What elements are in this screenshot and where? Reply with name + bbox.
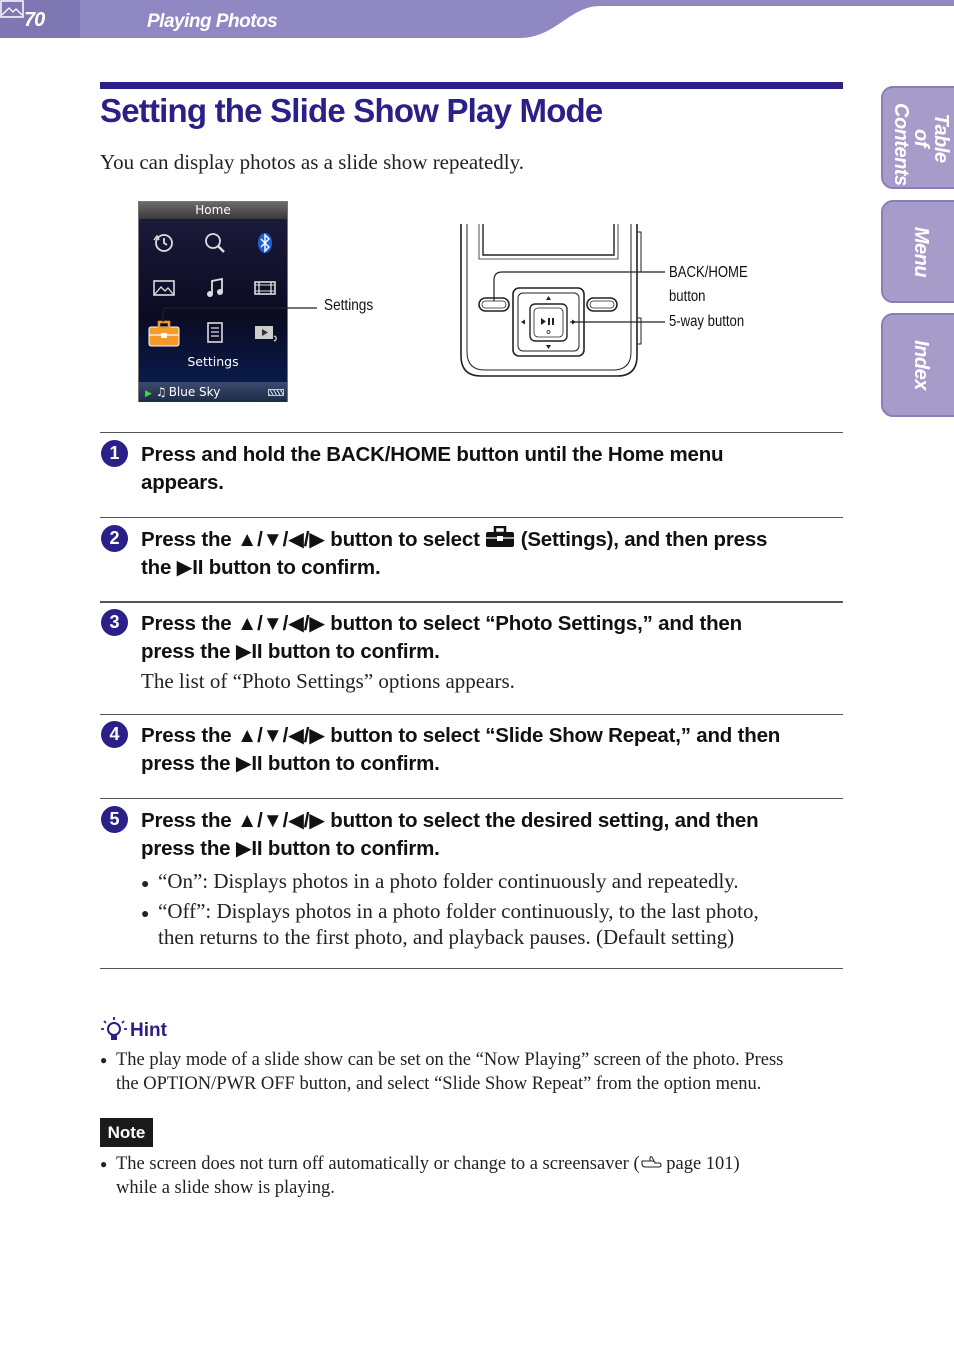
step-divider — [100, 517, 843, 518]
step-3-text-b: press the ▶II button to confirm. — [141, 640, 440, 663]
step-2-number: 2 — [101, 525, 128, 552]
section-title: Playing Photos — [147, 11, 278, 32]
step-2-text-a: Press the ▲/▼/◀/▶ button to select — [141, 528, 486, 551]
page-title: Setting the Slide Show Play Mode — [100, 92, 603, 129]
step-4-text-a: Press the ▲/▼/◀/▶ button to select “Slide Show Repeat,” and then — [141, 724, 781, 747]
play-indicator-icon: ▶ — [145, 389, 152, 399]
settings-callout-label: Settings — [324, 297, 374, 314]
step-5-text-b: press the ▶II button to confirm. — [141, 837, 440, 860]
battery-icon — [268, 389, 284, 396]
video-icon — [252, 275, 278, 301]
page-header — [0, 0, 954, 40]
step-4-number: 4 — [101, 721, 128, 748]
music-icon — [202, 275, 228, 301]
step-divider — [100, 714, 843, 715]
step-2-text — [141, 526, 841, 582]
step-divider — [100, 432, 843, 433]
bullet-dot: ● — [100, 1157, 108, 1171]
now-playing-title: Blue Sky — [168, 385, 221, 399]
step-4-text-b: press the ▶II button to confirm. — [141, 752, 440, 775]
tab-menu[interactable] — [881, 200, 954, 303]
bullet-off-text-cont: then returns to the first photo, and playback pauses. (Default setting) — [158, 925, 735, 949]
hint-label: Hint — [130, 1020, 167, 1041]
title-rule — [100, 82, 843, 89]
note-item — [100, 1152, 845, 1200]
bullet-dot: ● — [141, 907, 150, 922]
step-2-text-b: (Settings), and then press — [515, 528, 768, 551]
step-divider — [100, 968, 843, 969]
step-5-text — [141, 807, 841, 863]
clock-icon — [151, 230, 177, 256]
step-3-text — [141, 610, 841, 666]
list-item — [141, 868, 739, 898]
intro-text: You can display photos as a slide show repeatedly. — [100, 150, 525, 174]
bullet-dot: ● — [100, 1053, 108, 1067]
page-number: 70 — [24, 9, 45, 31]
device-figure — [455, 222, 670, 382]
screen-header: Home — [139, 202, 287, 219]
step-divider — [100, 601, 843, 603]
step-3-text-a: Press the ▲/▼/◀/▶ button to select “Photo Settings,” and then — [141, 612, 742, 635]
screen-selected-label: Settings — [187, 354, 239, 369]
tab-index[interactable] — [881, 313, 954, 417]
hint-text-line2: the OPTION/PWR OFF button, and select “Slide Show Repeat” from the option menu. — [116, 1074, 762, 1094]
bullet-off-text: “Off”: Displays photos in a photo folder continuously, to the last photo, — [158, 899, 759, 923]
back-home-callout-label: BACK/HOME — [669, 264, 748, 281]
search-icon — [202, 230, 228, 256]
lightbulb-icon — [100, 1015, 128, 1045]
hint-item — [100, 1048, 845, 1096]
header-band — [0, 0, 954, 40]
note-text-b: page 101) — [661, 1154, 740, 1174]
hint-text-line1: The play mode of a slide show can be set on the “Now Playing” screen of the photo. Press — [116, 1050, 784, 1070]
step-4-text — [141, 722, 841, 778]
tab-toc-label: Table of Contents — [890, 102, 952, 186]
tab-table-of-contents[interactable] — [881, 86, 954, 189]
photo-icon — [151, 275, 177, 301]
bullet-on-text: “On”: Displays photos in a photo folder continuously and repeatedly. — [158, 869, 739, 893]
page-reference-hand-icon — [640, 1155, 662, 1171]
note-text-line2: while a slide show is playing. — [116, 1178, 335, 1198]
list-item — [141, 898, 759, 928]
note-text-a: The screen does not turn off automatically or change to a screensaver ( — [116, 1154, 640, 1174]
step-divider — [100, 798, 843, 799]
step-1-number: 1 — [101, 440, 128, 467]
step-2-text-c: the ▶II button to confirm. — [141, 556, 381, 579]
bullet-dot: ● — [141, 877, 150, 892]
note-label: Note — [100, 1118, 153, 1147]
back-home-callout-label-2: button — [669, 288, 706, 305]
step-5-number: 5 — [101, 806, 128, 833]
settings-callout-line — [150, 300, 320, 330]
step-3-result: The list of “Photo Settings” options appears. — [141, 669, 515, 693]
step-1-text: Press and hold the BACK/HOME button until the Home menu appears. — [141, 443, 724, 494]
bluetooth-icon — [252, 230, 278, 256]
tab-index-label: Index — [910, 340, 932, 390]
music-note-icon: ♫ — [155, 385, 167, 399]
photo-icon — [0, 0, 24, 18]
settings-icon — [485, 526, 515, 548]
step-3-number: 3 — [101, 609, 128, 636]
step-5-text-a: Press the ▲/▼/◀/▶ button to select the desired setting, and then — [141, 809, 759, 832]
five-way-callout-label: 5-way button — [669, 313, 745, 330]
screen-now-playing-bar — [139, 382, 287, 402]
tab-menu-label: Menu — [910, 226, 932, 277]
